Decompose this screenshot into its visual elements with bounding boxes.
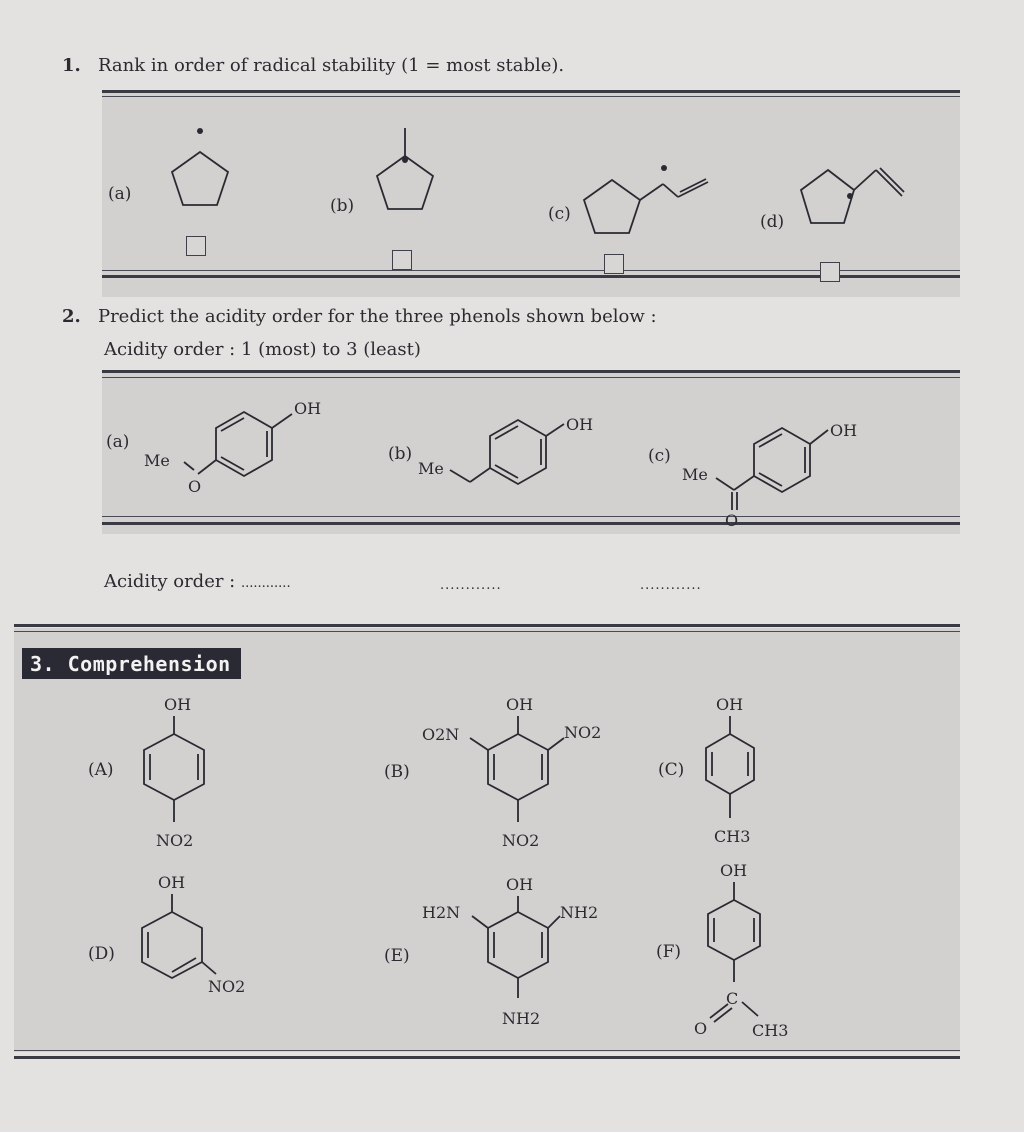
q2a-o-label: O: [188, 477, 202, 496]
q3-label-C: (C): [658, 760, 685, 780]
q2-text-line2: Acidity order : 1 (most) to 3 (least): [104, 339, 421, 360]
q3-label-F: (F): [656, 942, 682, 962]
q2-answer-label: Acidity order :: [104, 571, 236, 592]
q2-label-c: (c): [648, 446, 671, 466]
q1-label-c: (c): [548, 204, 571, 224]
q2-answer-blank-3[interactable]: ............: [640, 578, 702, 593]
q3F-oh-label: OH: [720, 861, 748, 880]
q3-structure-E: [420, 868, 620, 1038]
q3-top-rule-thin: [14, 631, 960, 632]
q2a-oh-label: OH: [294, 399, 322, 418]
q3B-no2-bottom-label: NO2: [502, 831, 540, 850]
q3-bottom-rule-thin: [14, 1050, 960, 1051]
q1-top-rule-thin: [102, 96, 960, 97]
q2-text-line1: Predict the acidity order for the three phenols shown below :: [97, 306, 657, 327]
q3-structure-B: [420, 690, 620, 860]
q1-answer-box-a[interactable]: [186, 236, 206, 256]
q3-structure-C: [690, 690, 800, 860]
q2-answer-line: [104, 570, 291, 596]
q3D-no2-label: NO2: [208, 977, 246, 996]
q2-prompt: [62, 305, 657, 329]
q3F-c-label: C: [726, 989, 739, 1008]
q3A-no2-label: NO2: [156, 831, 194, 850]
q2-answer-blank-1[interactable]: ............: [240, 576, 291, 591]
q1-structure-c: [580, 140, 730, 240]
q2c-oh-label: OH: [830, 421, 858, 440]
q1-answer-box-b[interactable]: [392, 250, 412, 270]
q1-structure-b: [356, 110, 466, 225]
q3-bottom-rule: [14, 1056, 960, 1059]
q3-label-A: (A): [88, 760, 114, 780]
q2-structure-a: [140, 394, 340, 504]
q2-top-rule-thin: [102, 377, 960, 378]
q3-label-E: (E): [384, 946, 410, 966]
q3F-o-label: O: [694, 1019, 708, 1038]
q3D-oh-label: OH: [158, 873, 186, 892]
q3-heading: 3. Comprehension: [22, 648, 241, 679]
q2-structure-c: [678, 414, 878, 529]
q3A-oh-label: OH: [164, 695, 192, 714]
q1-structure-a: [150, 112, 250, 222]
q1-text: Rank in order of radical stability (1 = most stable).: [97, 55, 565, 76]
q2c-o-label: O: [725, 511, 739, 529]
q3B-oh-label: OH: [506, 695, 534, 714]
q3-structure-D: [126, 868, 276, 1008]
q2-number: 2.: [62, 306, 81, 327]
q3-label-B: (B): [384, 762, 410, 782]
q2-label-a: (a): [106, 432, 130, 452]
q1-label-d: (d): [760, 212, 785, 232]
q1-number: 1.: [62, 55, 81, 76]
q3-structure-A: [126, 690, 236, 860]
q3E-nh2-right-label: NH2: [560, 903, 599, 922]
q1-label-b: (b): [330, 196, 355, 216]
q1-answer-box-d[interactable]: [820, 262, 840, 282]
q1-answer-box-c[interactable]: [604, 254, 624, 274]
q2-structure-b: [414, 410, 614, 500]
q2b-oh-label: OH: [566, 415, 594, 434]
q3C-oh-label: OH: [716, 695, 744, 714]
q2-label-b: (b): [388, 444, 413, 464]
q3E-nh2-bottom-label: NH2: [502, 1009, 541, 1028]
q3C-ch3-label: CH3: [714, 827, 751, 846]
q1-prompt: [62, 54, 564, 78]
q1-label-a: (a): [108, 184, 132, 204]
q3B-no2-right-label: NO2: [564, 723, 602, 742]
q3-top-rule: [14, 624, 960, 627]
q3-structure-F: [690, 852, 810, 1042]
q3E-oh-label: OH: [506, 875, 534, 894]
q2c-me-label: Me: [682, 465, 708, 484]
q1-structure-d: [792, 156, 922, 246]
q2-answer-blank-2[interactable]: ............: [440, 578, 502, 593]
q2-top-rule: [102, 370, 960, 373]
q3B-o2n-label: O2N: [422, 725, 460, 744]
q3E-h2n-label: H2N: [422, 903, 461, 922]
q1-top-rule: [102, 90, 960, 93]
q2a-me-label: Me: [144, 451, 170, 470]
q3-label-D: (D): [88, 944, 115, 964]
q2b-me-label: Me: [418, 459, 444, 478]
q3F-ch3-label: CH3: [752, 1021, 789, 1040]
